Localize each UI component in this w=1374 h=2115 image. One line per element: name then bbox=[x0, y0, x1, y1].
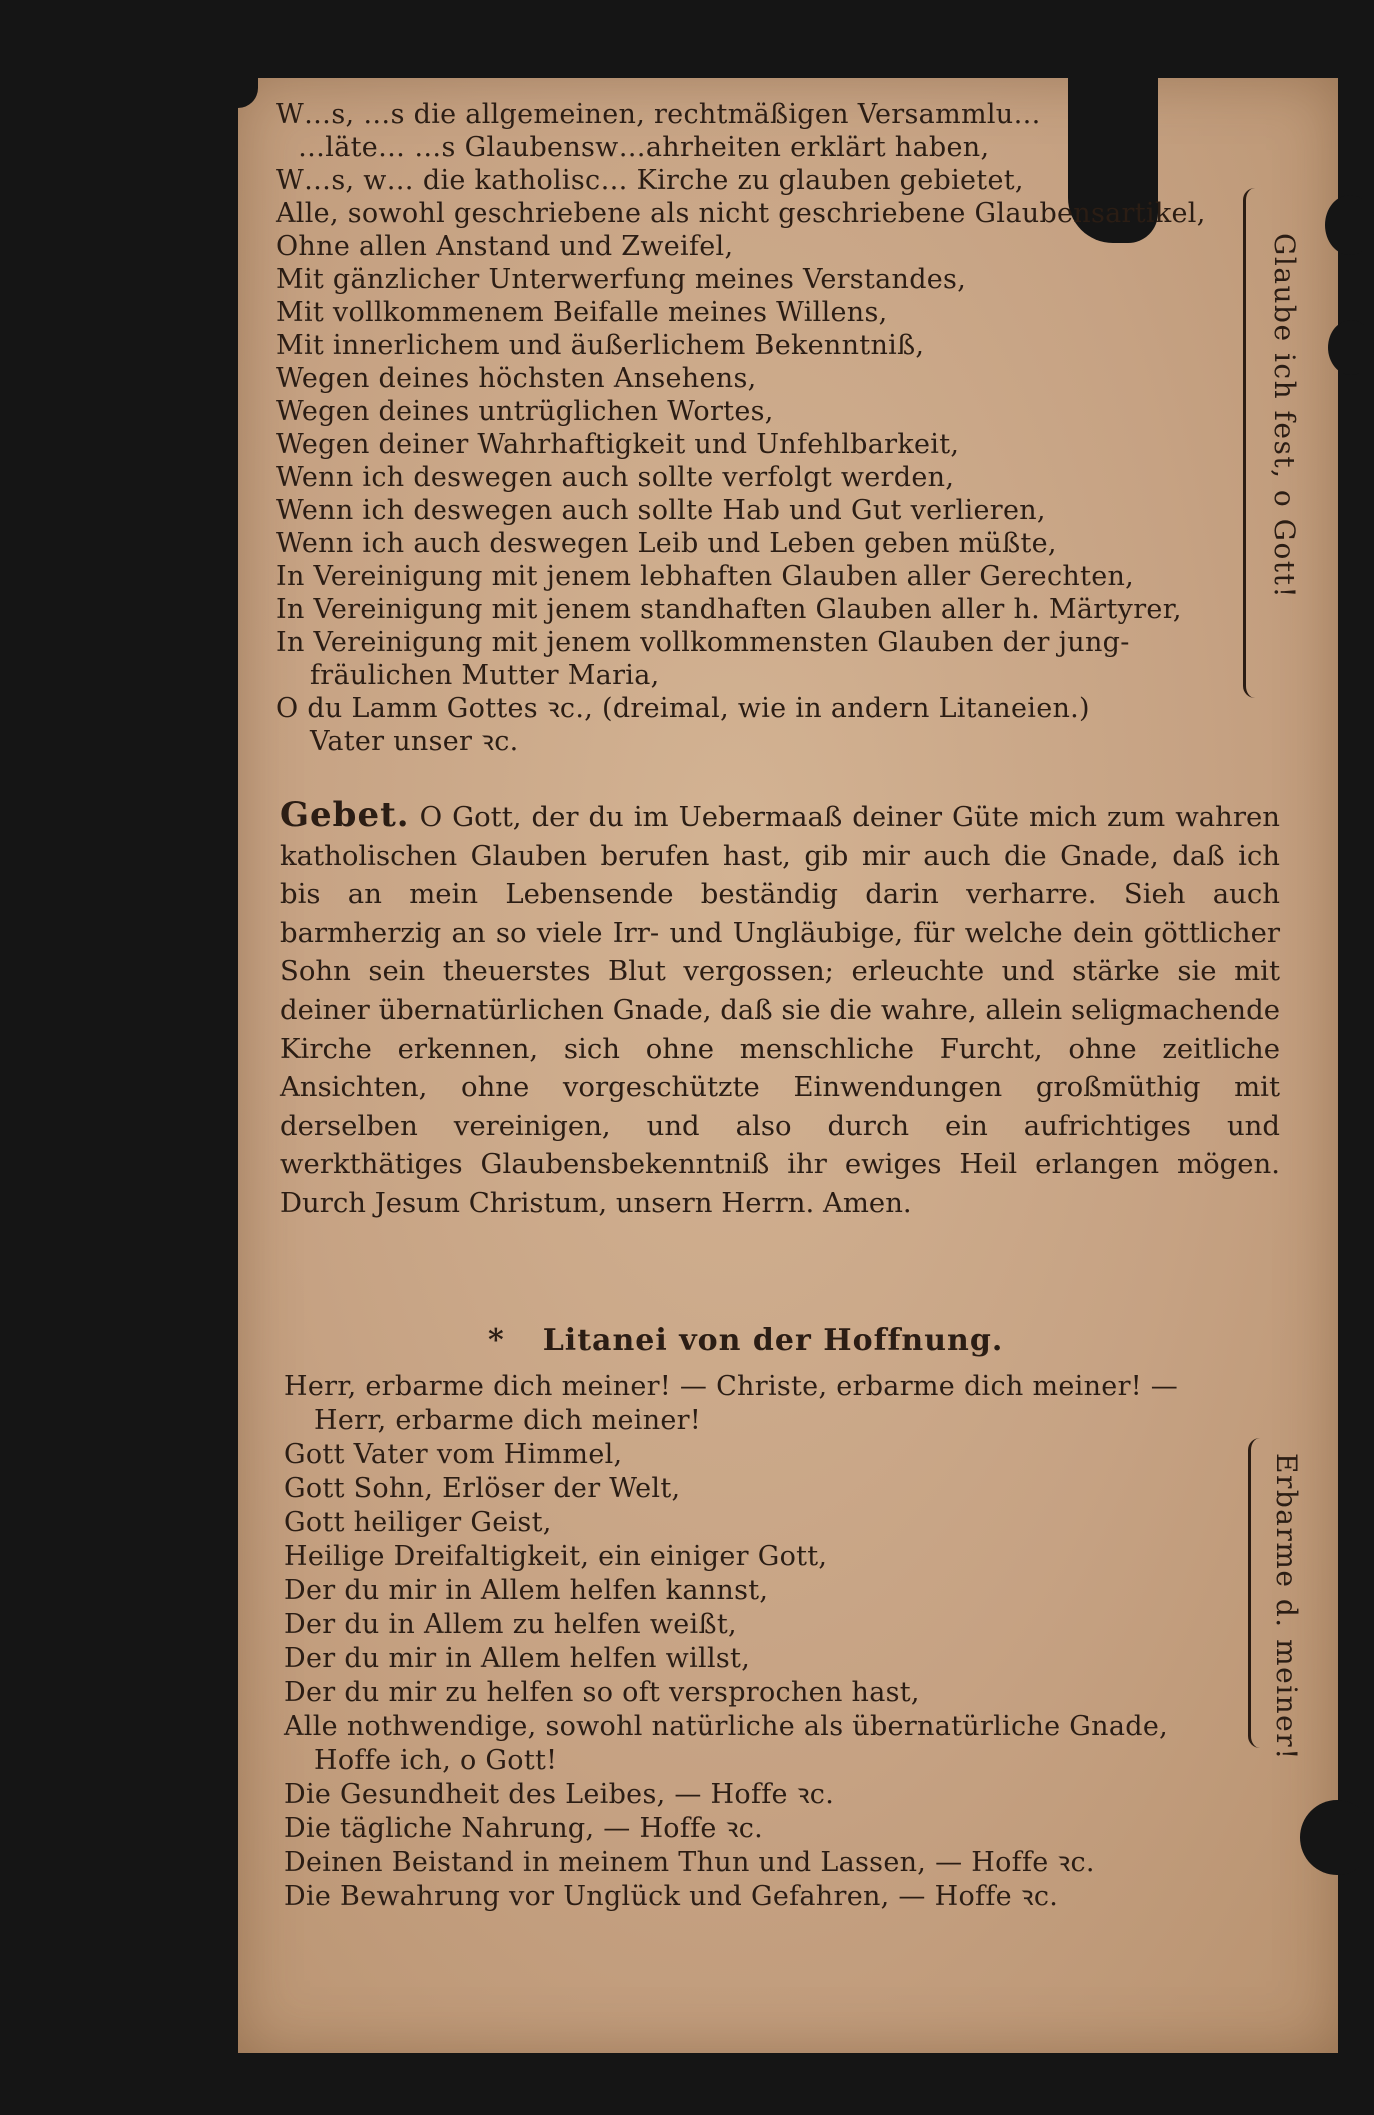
faith-line: In Vereinigung mit jenem standhaften Glauben aller h. Märtyrer, bbox=[276, 594, 1182, 625]
hope-line: Der du mir zu helfen so oft versprochen hast, bbox=[284, 1677, 920, 1708]
prayer-lead: Gebet. bbox=[280, 795, 410, 835]
title-text: Litanei von der Hoffnung. bbox=[542, 1323, 1004, 1358]
faith-line: Alle, sowohl geschriebene als nicht geschriebene Glaubensartikel, bbox=[276, 198, 1206, 229]
binding-mark bbox=[1328, 320, 1374, 375]
hope-bracket bbox=[1248, 1438, 1265, 1748]
faith-line: Mit vollkommenem Beifalle meines Willens, bbox=[276, 297, 888, 328]
faith-side-response: Glaube ich fest, o Gott! bbox=[1268, 233, 1301, 600]
faith-line: …läte… …s Glaubensw…ahrheiten erklärt haben, bbox=[298, 132, 990, 163]
torn-corner bbox=[238, 78, 258, 108]
book-page bbox=[238, 78, 1338, 2053]
faith-line: In Vereinigung mit jenem lebhaften Glauben aller Gerechten, bbox=[276, 561, 1135, 592]
hope-line: Alle nothwendige, sowohl natürliche als übernatürliche Gnade, bbox=[284, 1711, 1168, 1742]
binding-mark bbox=[1325, 195, 1374, 255]
binding-mark bbox=[1300, 1800, 1374, 1875]
hope-side-response: Erbarme d. meiner! bbox=[1270, 1453, 1303, 1761]
faith-line: Wenn ich deswegen auch sollte verfolgt werden, bbox=[276, 462, 955, 493]
hope-line: Hoffe ich, o Gott! bbox=[314, 1745, 558, 1776]
hope-litany-title bbox=[488, 1323, 1003, 1358]
faith-line: O du Lamm Gottes ꝛc., (dreimal, wie in andern Litaneien.) bbox=[276, 693, 1090, 724]
hope-line: Die tägliche Nahrung, — Hoffe ꝛc. bbox=[284, 1813, 763, 1844]
hope-line: Deinen Beistand in meinem Thun und Lassen, — Hoffe ꝛc. bbox=[284, 1847, 1095, 1878]
hope-line: Herr, erbarme dich meiner! bbox=[314, 1405, 702, 1436]
faith-line: W…s, …s die allgemeinen, rechtmäßigen Versammlu… bbox=[276, 99, 1041, 130]
hope-line: Gott Vater vom Himmel, bbox=[284, 1439, 623, 1470]
faith-line: Ohne allen Anstand und Zweifel, bbox=[276, 231, 734, 262]
hope-line: Gott Sohn, Erlöser der Welt, bbox=[284, 1473, 681, 1504]
faith-line: Mit gänzlicher Unterwerfung meines Verstandes, bbox=[276, 264, 967, 295]
faith-line: Wenn ich deswegen auch sollte Hab und Gut verlieren, bbox=[276, 495, 1046, 526]
title-asterisk: * bbox=[488, 1323, 505, 1358]
faith-line: Wegen deiner Wahrhaftigkeit und Unfehlbarkeit, bbox=[276, 429, 960, 460]
hope-line: Gott heiliger Geist, bbox=[284, 1507, 552, 1538]
hope-line: Die Gesundheit des Leibes, — Hoffe ꝛc. bbox=[284, 1779, 835, 1810]
faith-line: Vater unser ꝛc. bbox=[310, 726, 519, 757]
faith-line: fräulichen Mutter Maria, bbox=[310, 660, 660, 691]
faith-line: In Vereinigung mit jenem vollkommensten Glauben der jung- bbox=[276, 627, 1130, 658]
faith-line: Wegen deines untrüglichen Wortes, bbox=[276, 396, 774, 427]
prayer-text: O Gott, der du im Uebermaaß deiner Güte mich zum wahren katholischen Glauben berufen hast, gib mir auch die Gnade, daß ich bis an mein Lebensende beständig darin verharre. Sieh auch barmherzig an so viele Irr- und Ungläubige, für welche dein göttlicher Sohn sein theuerstes Blut vergossen; erleuchte und stärke sie mit deiner übernatürlichen Gnade, daß sie die wahre, allein seligmachende Kirche erkennen, sich ohne menschliche Furcht, ohne zeitliche Ansichten, ohne vorgeschützte Einwendungen großmüthig mit derselben vereinigen, und also durch ein aufrichtiges und werkthätiges Glaubensbekenntniß ihr ewiges Heil erlangen mögen. Durch Jesum Christum, unsern Herrn. Amen. bbox=[280, 801, 1280, 1219]
hope-line: Der du in Allem zu helfen weißt, bbox=[284, 1609, 737, 1640]
hope-line: Der du mir in Allem helfen kannst, bbox=[284, 1575, 769, 1606]
faith-line: Mit innerlichem und äußerlichem Bekenntniß, bbox=[276, 330, 925, 361]
faith-line: Wegen deines höchsten Ansehens, bbox=[276, 363, 757, 394]
faith-line: Wenn ich auch deswegen Leib und Leben geben müßte, bbox=[276, 528, 1057, 559]
prayer-paragraph bbox=[280, 796, 1280, 1223]
hope-line: Heilige Dreifaltigkeit, ein einiger Gott, bbox=[284, 1541, 828, 1572]
hope-line: Die Bewahrung vor Unglück und Gefahren, — Hoffe ꝛc. bbox=[284, 1881, 1059, 1912]
faith-bracket bbox=[1243, 188, 1260, 698]
hope-line: Herr, erbarme dich meiner! — Christe, erbarme dich meiner! — bbox=[284, 1371, 1179, 1402]
hope-line: Der du mir in Allem helfen willst, bbox=[284, 1643, 751, 1674]
faith-line: W…s, w… die katholisc… Kirche zu glauben gebietet, bbox=[276, 165, 1024, 196]
